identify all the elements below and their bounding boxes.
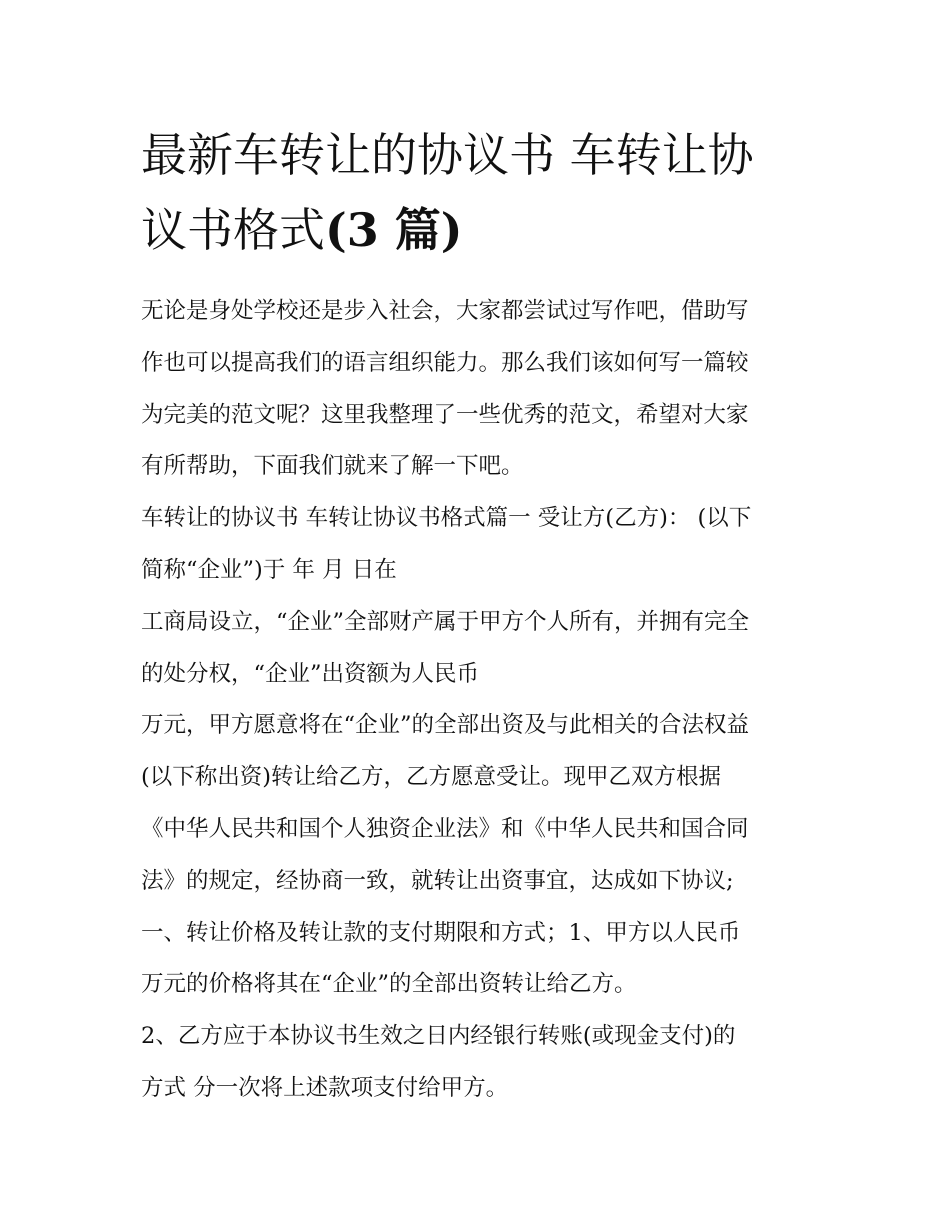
body-line-11: 《中华人民共和国个人独资企业法》和《中华人民共和国合同 (141, 815, 749, 842)
title-line-1: 最新车转让的协议书 车转让协 (141, 128, 754, 182)
body-line-4: 有所帮助，下面我们就来了解一下吧。 (141, 453, 524, 480)
body-line-9: 万元，甲方愿意将在“企业”的全部出资及与此相关的合法权益 (141, 712, 750, 739)
body-line-14: 万元的价格将其在“企业”的全部出资转让给乙方。 (141, 971, 637, 998)
title-line-2: 议书格式 (141, 203, 325, 257)
body-line-7: 工商局设立，“企业”全部财产属于甲方个人所有，并拥有完全 (141, 608, 750, 635)
title-line-2-bold: (3 (325, 203, 379, 257)
body-line-13: 一、转让价格及转让款的支付期限和方式；1、甲方以人民币 (141, 919, 741, 946)
body-line-6: 简称“企业”)于 年 月 日在 (141, 556, 397, 583)
body-line-10: (以下称出资)转让给乙方，乙方愿意受让。现甲乙双方根据 (141, 764, 722, 791)
document-title (141, 118, 821, 268)
title-line-2-tail: 篇) (378, 203, 463, 257)
body-line-2: 作也可以提高我们的语言组织能力。那么我们该如何写一篇较 (141, 349, 749, 376)
body-line-8: 的处分权，“企业”出资额为人民币 (141, 660, 480, 687)
body-line-16: 方式 分一次将上述款项支付给甲方。 (141, 1074, 509, 1101)
body-line-12: 法》的规定，经协商一致，就转让出资事宜，达成如下协议; (141, 867, 734, 894)
body-line-3: 为完美的范文呢？这里我整理了一些优秀的范文，希望对大家 (141, 401, 749, 428)
body-line-1: 无论是身处学校还是步入社会，大家都尝试过写作吧，借助写 (141, 298, 749, 324)
body-text (141, 286, 821, 1115)
body-line-5: 车转让的协议书 车转让协议书格式篇一 受让方(乙方)： (以下 (141, 505, 752, 532)
body-line-15: 2、乙方应于本协议书生效之日内经银行转账(或现金支付)的 (141, 1023, 736, 1050)
document-page (141, 118, 821, 1115)
